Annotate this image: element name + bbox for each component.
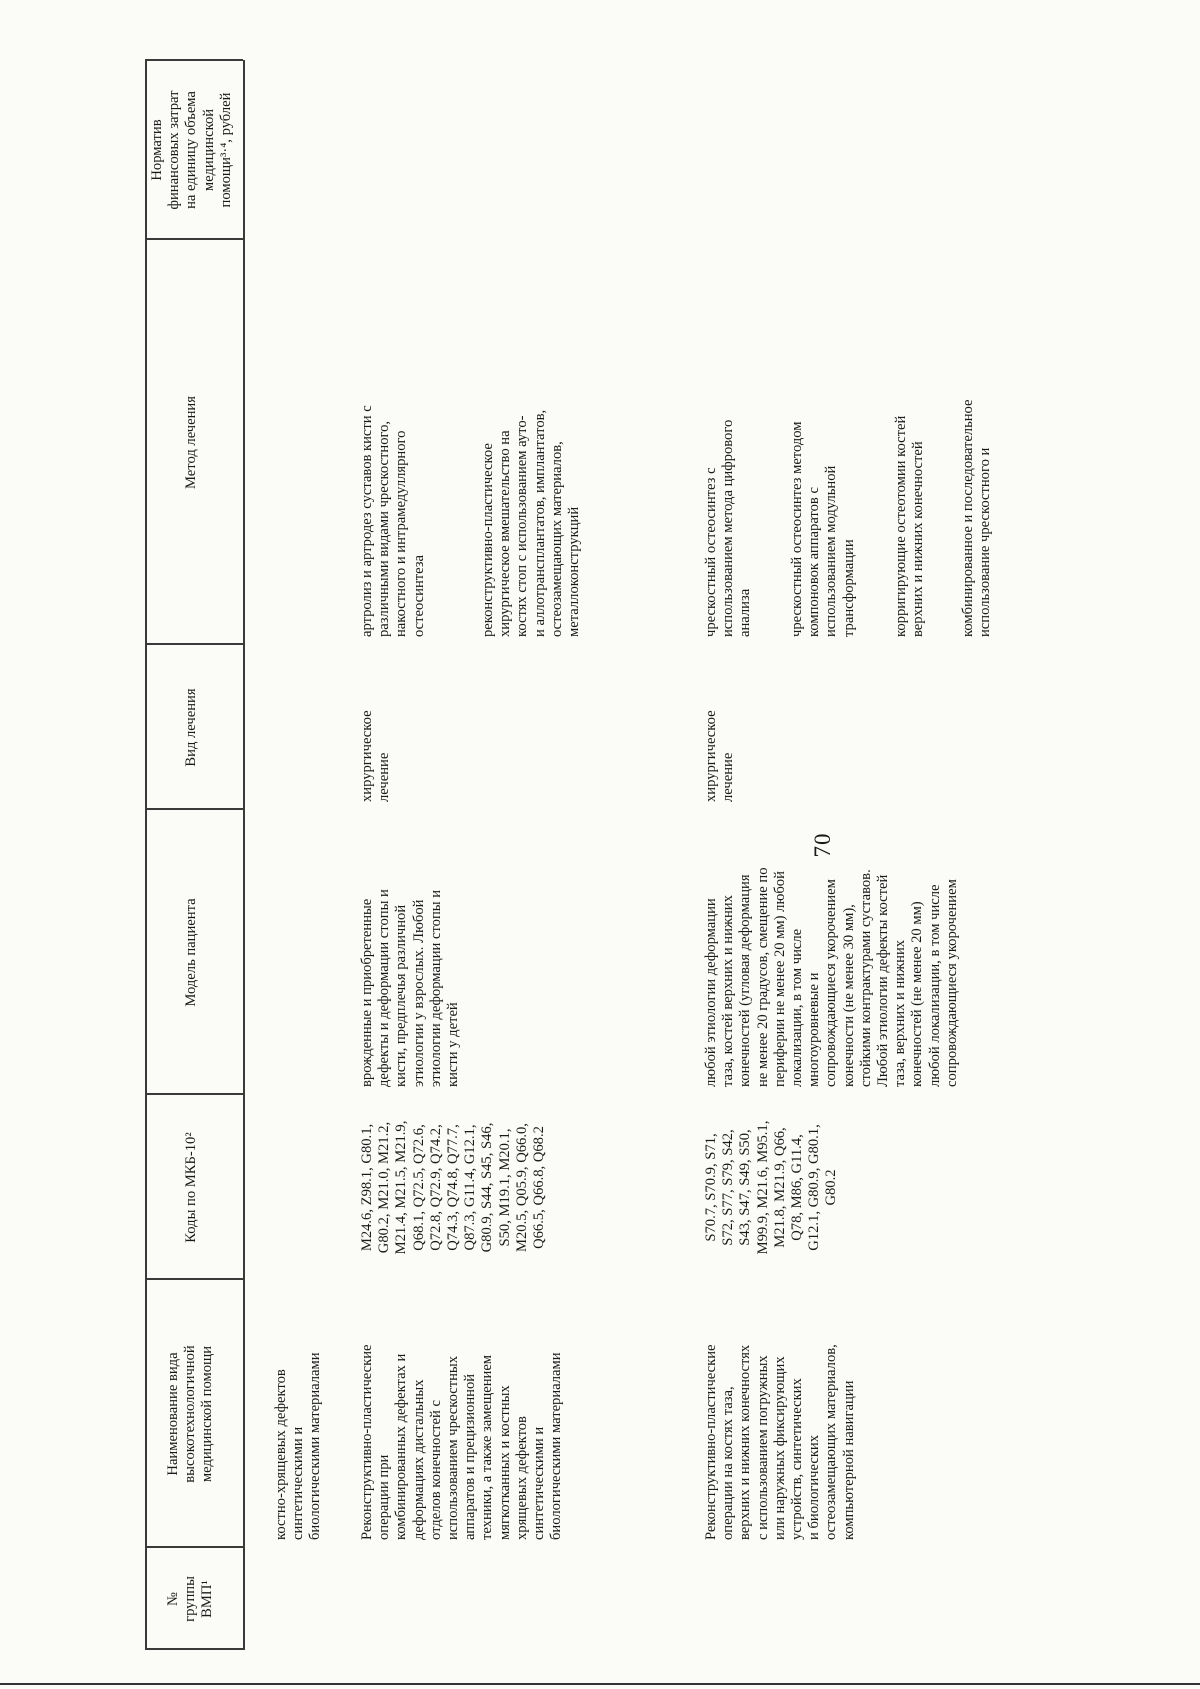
row-1-name: Реконструктивно-пластические операции при комбинированных дефектах и деформациях дистальных отделов конечностей с использованием чрескостных аппаратов и прецизионной техники, а также замещением мягкотканных и костных хрящевых дефектов синтетическими и биологическими материалами <box>359 1344 565 1540</box>
page-edge-line <box>0 1683 1200 1685</box>
row-1-method-2: реконструктивно-пластическое хирургическое вмешательство на костях стоп с использованием ауто- и аллотрансплантатов, имплантатов, остеозамещающих материалов, металлоконструкций <box>480 409 583 637</box>
header-vmp-type-name: Наименование вида высокотехнологичной медицинской помощи <box>165 1345 216 1483</box>
row-2-treatment-type: хирургическое лечение <box>703 710 737 802</box>
row-2-method-4: комбинированное и последовательное использование чрескостного и <box>960 399 994 637</box>
header-icd-codes: Коды по МКБ-10² <box>183 1132 199 1243</box>
row-1-treatment-type: хирургическое лечение <box>359 710 393 802</box>
rotated-table-page <box>145 60 1195 1650</box>
row-2-method-1: чрескостный остеосинтез с использованием метода цифрового анализа <box>703 419 754 637</box>
row-1-codes: M24.6, Z98.1, G80.1, G80.2, M21.0, M21.2, M21.4, M21.5, M21.9, Q68.1, Q72.5, Q72.6, Q72.8, Q72.9, Q74.2, Q74.3, Q74.8, Q77.7, Q87.3, G11.4, G12.1, G80.9, S44, S45, S46, S50, M19.1, M20.1, M20.5, Q05.9, Q66.0, Q66.5, Q66.8, Q68.2 <box>359 1120 548 1255</box>
page-number: 70 <box>810 832 835 858</box>
table-top-border <box>145 60 147 1650</box>
header-treatment-method: Метод лечения <box>183 396 199 489</box>
header-patient-model: Модель пациента <box>183 898 199 1007</box>
row-2-patient-model: любой этиологии деформации таза, костей верхних и нижних конечностей (угловая деформация не менее 20 градусов, смещение по периферии не менее 20 мм) любой локализации, в том числе многоуровневые и сопровождающиеся укорочением конечности (не менее 30 мм), стойкими контрактурами суставов. Любой этиологии дефекты костей таза, верхних и нижних конечностей (не менее 20 мм) любой локализации, в том числе сопровождающиеся укорочением <box>703 867 960 1087</box>
row-2-method-3: корригирующие остеотомии костей верхних и нижних конечностей <box>893 415 927 637</box>
row-0-name: костно-хрящевых дефектов синтетическими и биологическими материалами <box>273 1352 324 1540</box>
row-2-codes: S70.7, S70.9, S71, S72, S77, S79, S42, S43, S47, S49, S50, M99.9, M21.6, M95.1, M21.8, M21.9, Q66, Q78, M86, G11.4, G12.1, G80.9, G80.1, G80.2 <box>703 1120 840 1255</box>
header-group-number: № группы ВМП¹ <box>165 1576 216 1622</box>
row-1-patient-model: врожденные и приобретенные дефекты и деформации стопы и кисти, предплечья различной этиологии у взрослых. Любой этиологии деформации стопы и кисти у детей <box>359 889 462 1087</box>
row-2-method-2: чрескостный остеосинтез методом компоновок аппаратов с использованием модульной трансформации <box>789 421 857 637</box>
header-bottom-border <box>243 60 245 1650</box>
header-cost-norm: Норматив финансовых затрат на единицу объема медицинской помощи³·⁴, рублей <box>149 90 234 210</box>
row-2-name: Реконструктивно-пластические операции на костях таза, верхних и нижних конечностях с использованием погружных или наружных фиксирующих устройств, синтетических и биологических остеозамещающих материалов, компьютерной навигации <box>703 1344 857 1540</box>
header-treatment-type: Вид лечения <box>183 688 199 767</box>
row-1-method-1: артролиз и артродез суставов кисти с различными видами чрескостного, накостного и интрамедуллярного остеосинтеза <box>359 405 427 637</box>
